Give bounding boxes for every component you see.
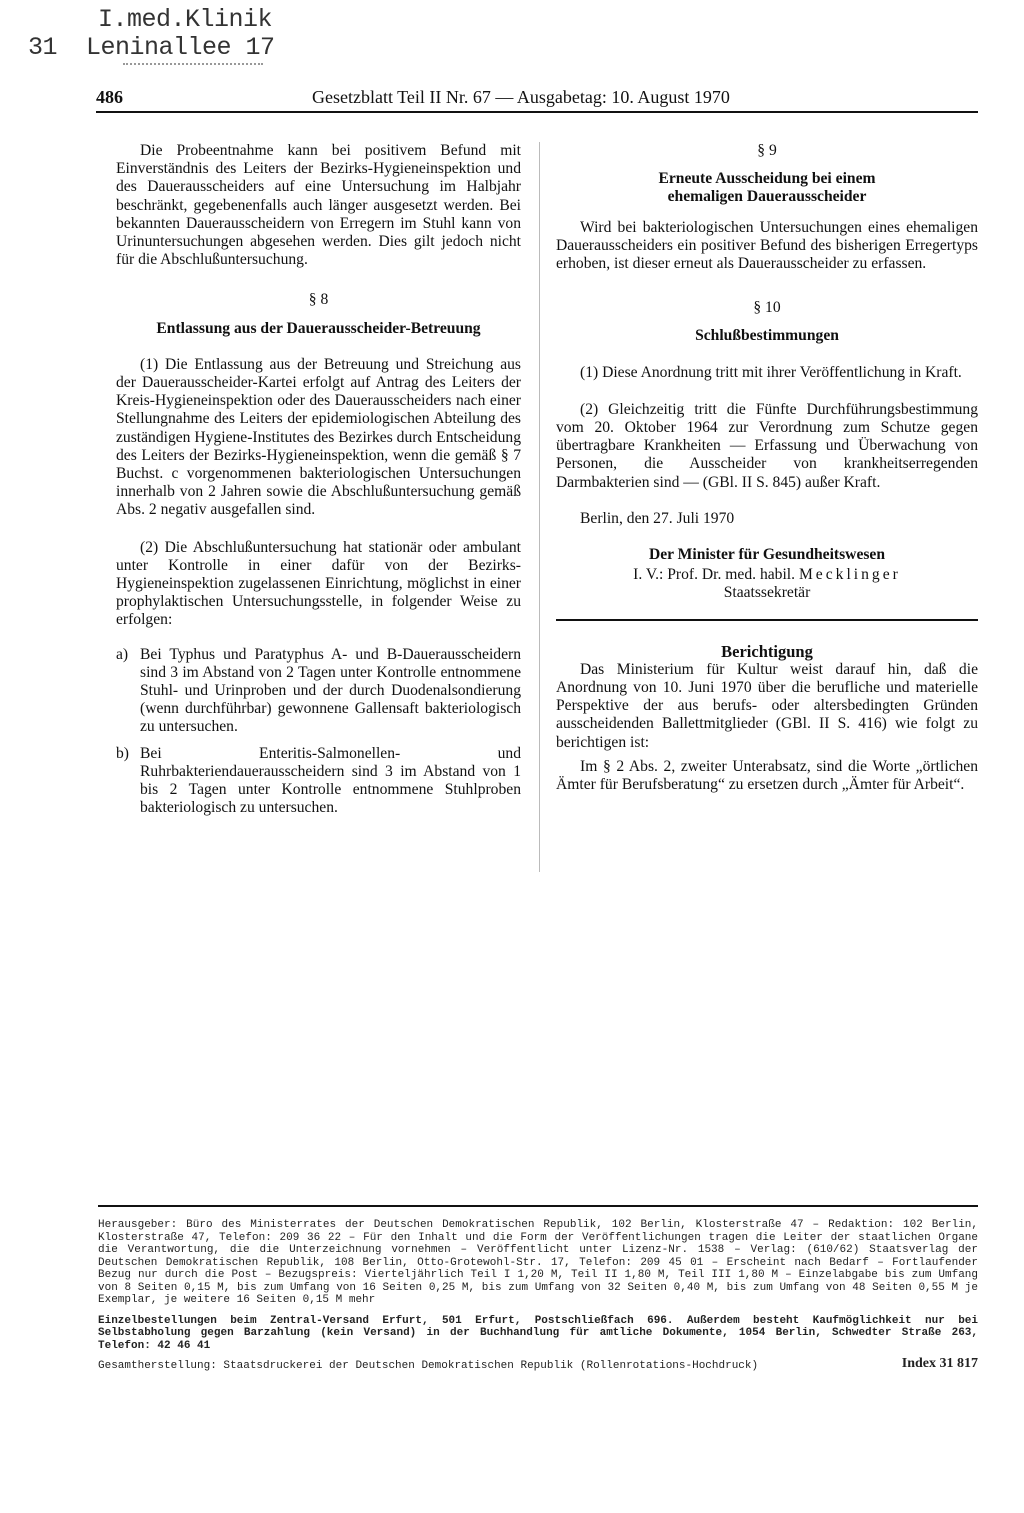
signature-prefix: I. V.: Prof. Dr. med. habil. [633, 566, 796, 584]
berichtigung-heading: Berichtigung [721, 641, 813, 661]
berichtigung-paragraph-1: Das Ministerium für Kultur weist darauf hin, daß die Anordnung von 10. Juni 1970 über die berufliche und materielle Perspektive der aus berufs- oder altersbedingten Gründen ausscheidenden Ballettmitglieder (GBl. II S. 416) wie folgt zu berichtigen ist: [556, 660, 978, 751]
date-line: Berlin, den 27. Juli 1970 [580, 509, 735, 527]
section-divider [556, 619, 978, 621]
section-9-number: § 9 [757, 142, 777, 159]
section-10-paragraph-1: (1) Diese Anordnung tritt mit ihrer Veröffentlichung in Kraft. [580, 363, 962, 381]
index-number: Index 31 817 [901, 1356, 978, 1371]
stamp-dotted-line [123, 63, 263, 65]
signature-name: Mecklinger [798, 566, 901, 584]
signature-role: Staatssekretär [723, 584, 811, 602]
stamp-code: 31 [28, 33, 58, 62]
left-column [116, 142, 521, 826]
stamp-address: Leninallee 17 [86, 33, 275, 62]
signature-title: Der Minister für Gesundheitswesen [648, 546, 886, 564]
header-title: Gesetzblatt Teil II Nr. 67 — Ausgabetag: 10. August 1970 [312, 87, 730, 107]
section-8-paragraph-1: (1) Die Entlassung aus der Betreuung und Streichung aus der Dauerausscheider-Kartei erfolgt auf Antrag des Leiters der Kreis-Hygieneinspektion oder des Dauerausscheiders nach einer Stellungnahme des Leiters der epidemiologischen Abteilung des zuständigen Hygiene-Institutes des Bezirkes durch Entscheidung des Leiters der Bezirks-Hygieneinspektion, wenn die gemäß § 7 Buchst. c vorgenommenen bakteriologischen Untersuchungen innerhalb von 2 Jahren sowie die Abschlußuntersuchung gemäß Abs. 2 negativ ausgefallen sind. [116, 355, 521, 519]
section-9-heading [556, 170, 978, 206]
printer-info: Gesamtherstellung: Staatsdruckerei der Deutschen Demokratischen Republik (Rollenrotations-Hochdruck) [98, 1360, 759, 1372]
item-text: Bei Typhus und Paratyphus A- und B-Dauerausscheidern sind 3 im Abstand von 2 Tagen unter Kontrolle entnommene Stuhl- und Urinproben und der durch Duodenalsondierung (wenn durchführbar) gewonnene Gallensaft bakteriologisch zu untersuchen. [140, 645, 521, 736]
column-divider [539, 142, 540, 872]
stamp-line-1: I.med.Klinik [98, 5, 273, 34]
list-item [116, 646, 521, 737]
list-item [116, 745, 521, 818]
section-8-paragraph-2: (2) Die Abschlußuntersuchung hat stationär oder ambulant unter Kontrolle in einer dafür von der Bezirks-Hygieneinspektion zugelassenen Einrichtung, möglichst in einer prophylaktischen Untersuchungsstelle, in folgender Weise zu erfolgen: [116, 538, 521, 629]
stamp-line-2 [28, 34, 275, 61]
order-info: Einzelbestellungen beim Zentral-Versand Erfurt, 501 Erfurt, Postschließfach 696. Außerdem besteht Kaufmöglichkeit nur bei Selbstabholung gegen Barzahlung (kein Versand) in der Buchhandlung für amtliche Dokumente, 1054 Berlin, Schwedter Straße 263, Telefon: 42 46 41 [98, 1314, 978, 1352]
intro-paragraph: Die Probeentnahme kann bei positivem Befund mit Einverständnis des Leiters der Bezirks-Hygieneinspektion und des Dauerausscheiders auf eine Untersuchung im Halbjahr beschränkt, gegebenenfalls auch länger ausgesetzt werden. Bei bekannten Dauerausscheidern von Erregern im Stuhl kann von Urinuntersuchungen abgesehen werden. Dies gilt jedoch nicht für die Abschlußuntersuchung. [116, 142, 521, 269]
page-number: 486 [96, 87, 123, 107]
enumeration-list [116, 646, 521, 818]
section-9-heading-line-1: Erneute Ausscheidung bei einem [658, 170, 876, 188]
section-9-heading-line-2: ehemaligen Dauerausscheider [667, 188, 867, 206]
printer-line [98, 1356, 978, 1373]
item-marker: a) [116, 645, 129, 663]
right-column [556, 142, 978, 794]
section-8-number: § 8 [308, 291, 329, 309]
page-header [96, 87, 978, 113]
item-marker: b) [116, 744, 129, 762]
section-10-paragraph-2: (2) Gleichzeitig tritt die Fünfte Durchführungsbestimmung vom 20. Oktober 1964 zur Verordnung zum Schutze gegen übertragbare Krankheiten — Erfassung und Überwachung von Personen, die Ausscheider von krankheitserregenden Darmbakterien sind — (GBl. II S. 845) außer Kraft. [556, 400, 978, 491]
imprint-footer [98, 1205, 978, 1373]
signature-line [556, 566, 978, 584]
section-10-number: § 10 [753, 299, 781, 317]
section-9-text: Wird bei bakteriologischen Untersuchungen eines ehemaligen Dauerausscheiders ein positiver Befund des bisherigen Erregertyps erhoben, ist dieser erneut als Dauerausscheider zu erfassen. [556, 218, 978, 273]
section-8-heading: Entlassung aus der Dauerausscheider-Betreuung [156, 319, 481, 337]
item-text: Bei Enteritis-Salmonellen- und Ruhrbakteriendauerausscheidern sind 3 im Abstand von 1 bis 2 Tagen unter Kontrolle entnommene Stuhlproben bakteriologisch zu untersuchen. [140, 744, 521, 817]
section-10-heading: Schlußbestimmungen [695, 327, 839, 345]
berichtigung-paragraph-2: Im § 2 Abs. 2, zweiter Unterabsatz, sind die Worte „örtlichen Ämter für Berufsberatung“ zu ersetzen durch „Ämter für Arbeit“. [556, 757, 978, 794]
publisher-info: Herausgeber: Büro des Ministerrates der Deutschen Demokratischen Republik, 102 Berlin, Klosterstraße 47 – Redaktion: 102 Berlin, Klosterstraße 47, Telefon: 209 36 22 – Für den Inhalt und die Form der Veröffentlichungen tragen die Leiter der staatlichen Organe die Verantwortung, die die Unterzeichnung vornehmen – Veröffentlicht unter Lizenz-Nr. 1538 – Verlag: (610/62) Staatsverlag der Deutschen Demokratischen Republik, 108 Berlin, Otto-Grotewohl-Str. 17, Telefon: 209 45 01 – Erscheint nach Bedarf – Fortlaufender Bezug nur durch die Post – Bezugspreis: Vierteljährlich Teil I 1,20 M, Teil II 1,80 M, Teil III 1,80 M – Einzelabgabe bis zum Umfang von 8 Seiten 0,15 M, bis zum Umfang von 16 Seiten 0,25 M, bis zum Umfang von 32 Seiten 0,40 M, bis zum Umfang von 48 Seiten 0,55 M je Exemplar, je weitere 16 Seiten 0,15 M mehr [98, 1219, 978, 1306]
